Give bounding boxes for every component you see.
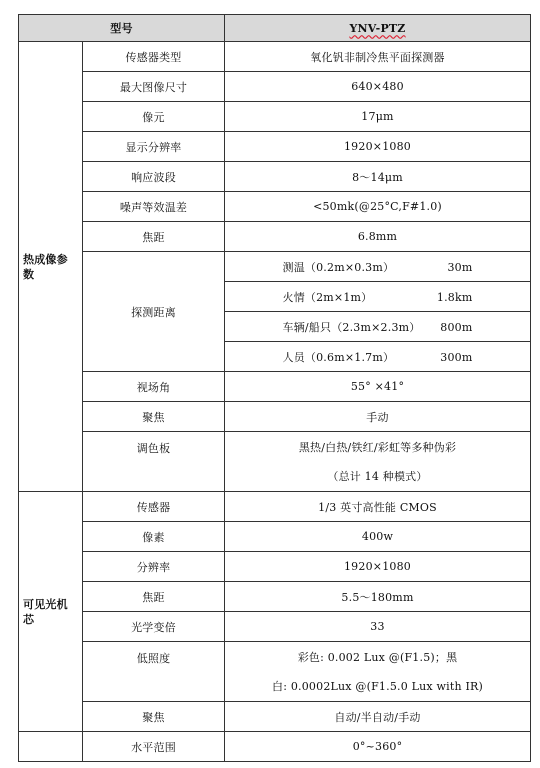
table-row — [19, 582, 531, 612]
param-value: 彩色: 0.002 Lux @(F1.5)；黑 — [225, 642, 531, 672]
param-label: 传感器 — [83, 492, 225, 522]
param-value: 0°~360° — [225, 732, 531, 762]
table-row — [19, 132, 531, 162]
table-row — [19, 252, 531, 282]
table-row — [19, 222, 531, 252]
param-value: 6.8mm — [225, 222, 531, 252]
table-row — [19, 402, 531, 432]
param-value: 1920×1080 — [225, 552, 531, 582]
header-model — [225, 15, 531, 42]
range-target: 火情（2m×1m） — [282, 290, 373, 304]
range-item — [225, 282, 531, 312]
param-value: 黑热/白热/铁红/彩虹等多种伪彩 — [225, 432, 531, 462]
param-label: 水平范围 — [83, 732, 225, 762]
param-value: 8～14μm — [225, 162, 531, 192]
table-row — [19, 702, 531, 732]
range-distance: 1.8km — [436, 290, 473, 304]
table-row — [19, 432, 531, 462]
param-value: 自动/半自动/手动 — [225, 702, 531, 732]
range-distance: 30m — [447, 260, 473, 274]
param-label: 显示分辨率 — [83, 132, 225, 162]
param-label: 视场角 — [83, 372, 225, 402]
param-label: 调色板 — [83, 432, 225, 492]
table-row — [19, 522, 531, 552]
spec-table — [18, 14, 531, 762]
param-value: 手动 — [225, 402, 531, 432]
range-target: 测温（0.2m×0.3m） — [282, 260, 395, 274]
group-visible: 可见光机芯 — [19, 492, 83, 732]
param-label: 聚焦 — [83, 402, 225, 432]
table-row — [19, 612, 531, 642]
param-value: 白: 0.0002Lux @(F1.5.0 Lux with IR) — [225, 672, 531, 702]
table-row — [19, 372, 531, 402]
group-thermal: 热成像参数 — [19, 42, 83, 492]
param-value: 5.5～180mm — [225, 582, 531, 612]
param-value: 55° ×41° — [225, 372, 531, 402]
table-row — [19, 642, 531, 672]
param-label: 传感器类型 — [83, 42, 225, 72]
param-label: 探测距离 — [83, 252, 225, 372]
group-ptz — [19, 732, 83, 762]
param-value: 1920×1080 — [225, 132, 531, 162]
param-label: 低照度 — [83, 642, 225, 702]
param-label: 最大图像尺寸 — [83, 72, 225, 102]
table-row — [19, 162, 531, 192]
param-value: <50mk(@25°C,F#1.0) — [225, 192, 531, 222]
range-distance: 300m — [440, 350, 473, 364]
table-header-row — [19, 15, 531, 42]
param-value: 400w — [225, 522, 531, 552]
param-label: 聚焦 — [83, 702, 225, 732]
range-distance: 800m — [440, 320, 473, 334]
table-row — [19, 192, 531, 222]
param-value: 17μm — [225, 102, 531, 132]
range-target: 人员（0.6m×1.7m） — [282, 350, 395, 364]
table-row — [19, 72, 531, 102]
header-label: 型号 — [19, 15, 225, 42]
range-item — [225, 342, 531, 372]
table-row — [19, 492, 531, 522]
range-target: 车辆/船只（2.3m×2.3m） — [282, 320, 421, 334]
table-row — [19, 732, 531, 762]
param-label: 光学变倍 — [83, 612, 225, 642]
param-label: 分辨率 — [83, 552, 225, 582]
param-value: （总计 14 种模式） — [225, 462, 531, 492]
param-label: 焦距 — [83, 222, 225, 252]
table-row — [19, 42, 531, 72]
param-value: 1/3 英寸高性能 CMOS — [225, 492, 531, 522]
param-label: 响应波段 — [83, 162, 225, 192]
param-label: 焦距 — [83, 582, 225, 612]
model-name: YNV-PTZ — [349, 21, 406, 35]
param-label: 像素 — [83, 522, 225, 552]
range-item — [225, 252, 531, 282]
param-label: 噪声等效温差 — [83, 192, 225, 222]
param-value: 640×480 — [225, 72, 531, 102]
table-row — [19, 102, 531, 132]
range-item — [225, 312, 531, 342]
table-row — [19, 552, 531, 582]
param-value: 33 — [225, 612, 531, 642]
param-value: 氧化钒非制冷焦平面探测器 — [225, 42, 531, 72]
param-label: 像元 — [83, 102, 225, 132]
